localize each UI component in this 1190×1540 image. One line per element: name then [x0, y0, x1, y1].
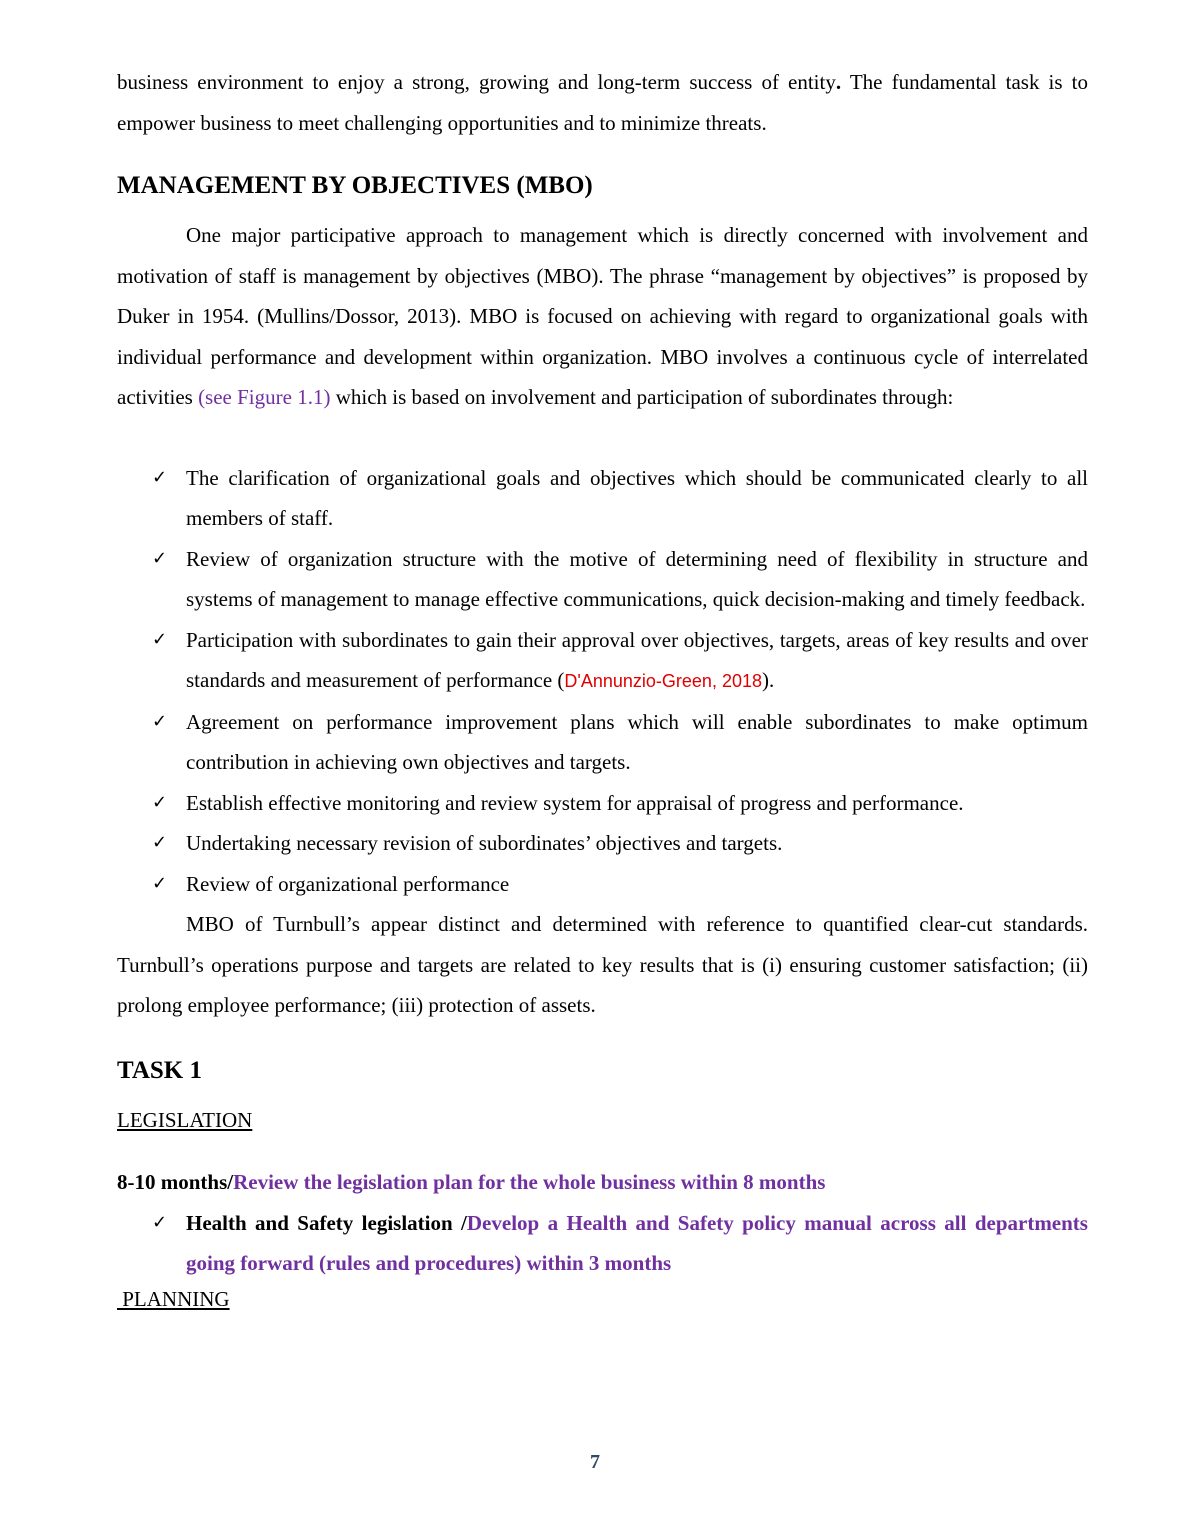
- planning-label: PLANNING: [117, 1286, 230, 1311]
- list-item: ✓ Undertaking necessary revision of subordinates’ objectives and targets.: [117, 823, 1088, 864]
- legislation-label: LEGISLATION: [117, 1107, 253, 1132]
- checkmark-icon: ✓: [152, 466, 168, 488]
- task-heading: TASK 1: [117, 1056, 202, 1084]
- checkmark-icon: ✓: [152, 1211, 168, 1233]
- citation-link[interactable]: D'Annunzio-Green, 2018: [564, 671, 762, 691]
- checkmark-icon: ✓: [152, 791, 168, 813]
- mbo-paragraph: [117, 215, 1088, 418]
- list-item: ✓ Review of organizational performance: [117, 864, 1088, 905]
- checkmark-icon: ✓: [152, 710, 168, 732]
- list-item: ✓ Health and Safety legislation /Develop a Health and Safety policy manual across all departments going forward (rules and procedures) within 3 months: [117, 1203, 1088, 1284]
- list-item: ✓ Establish effective monitoring and review system for appraisal of progress and performance.: [117, 783, 1088, 824]
- intro-text-rest: The fundamental task is to empower business to meet challenging opportunities and to minimize threats.: [117, 70, 1088, 135]
- list-item: ✓ Agreement on performance improvement plans which will enable subordinates to make optimum contribution in achieving own objectives and targets.: [117, 702, 1088, 783]
- checkmark-icon: ✓: [152, 547, 168, 569]
- mbo-heading: MANAGEMENT BY OBJECTIVES (MBO): [117, 172, 593, 199]
- mbo-text-end: which is based on involvement and participation of subordinates through:: [330, 385, 954, 409]
- figure-reference-link[interactable]: (see Figure 1.1): [198, 385, 331, 409]
- timeline-line: 8-10 months/Review the legislation plan for the whole business within 8 months: [117, 1170, 826, 1194]
- checkmark-icon: ✓: [152, 872, 168, 894]
- task-list: [117, 1203, 1088, 1284]
- list-item: ✓ Participation with subordinates to gain their approval over objectives, targets, areas of key results and over standards and measurement of performance (D'Annunzio-Green, 2018).: [117, 620, 1088, 702]
- checkmark-icon: ✓: [152, 628, 168, 650]
- intro-period: .: [835, 70, 842, 94]
- page-number: 7: [590, 1451, 600, 1473]
- list-item: ✓ The clarification of organizational goals and objectives which should be communicated clearly to all members of staff.: [117, 458, 1088, 539]
- list-item: ✓ Review of organization structure with the motive of determining need of flexibility in structure and systems of management to manage effective communications, quick decision-making and timely feedback.: [117, 539, 1088, 620]
- closing-paragraph: MBO of Turnbull’s appear distinct and determined with reference to quantified clear-cut standards. Turnbull’s operations purpose and targets are related to key results that is (i) ensuring customer satisfaction; (ii) prolong employee performance; (iii) protection of assets.: [117, 912, 1088, 1017]
- mbo-activity-list: [117, 458, 1088, 905]
- mbo-text: One major participative approach to management which is directly concerned with involvement and motivation of staff is management by objectives (MBO). The phrase “management by objectives” is proposed by Duker in 1954. (Mullins/Dossor, 2013). MBO is focused on achieving with regard to organizational goals with individual performance and development within organization. MBO involves a continuous cycle of interrelated activities: [117, 223, 1088, 409]
- document-page: [117, 62, 1088, 1314]
- intro-paragraph: [117, 62, 1088, 143]
- intro-text: business environment to enjoy a strong, growing and long-term success of entity: [117, 70, 836, 94]
- checkmark-icon: ✓: [152, 832, 168, 853]
